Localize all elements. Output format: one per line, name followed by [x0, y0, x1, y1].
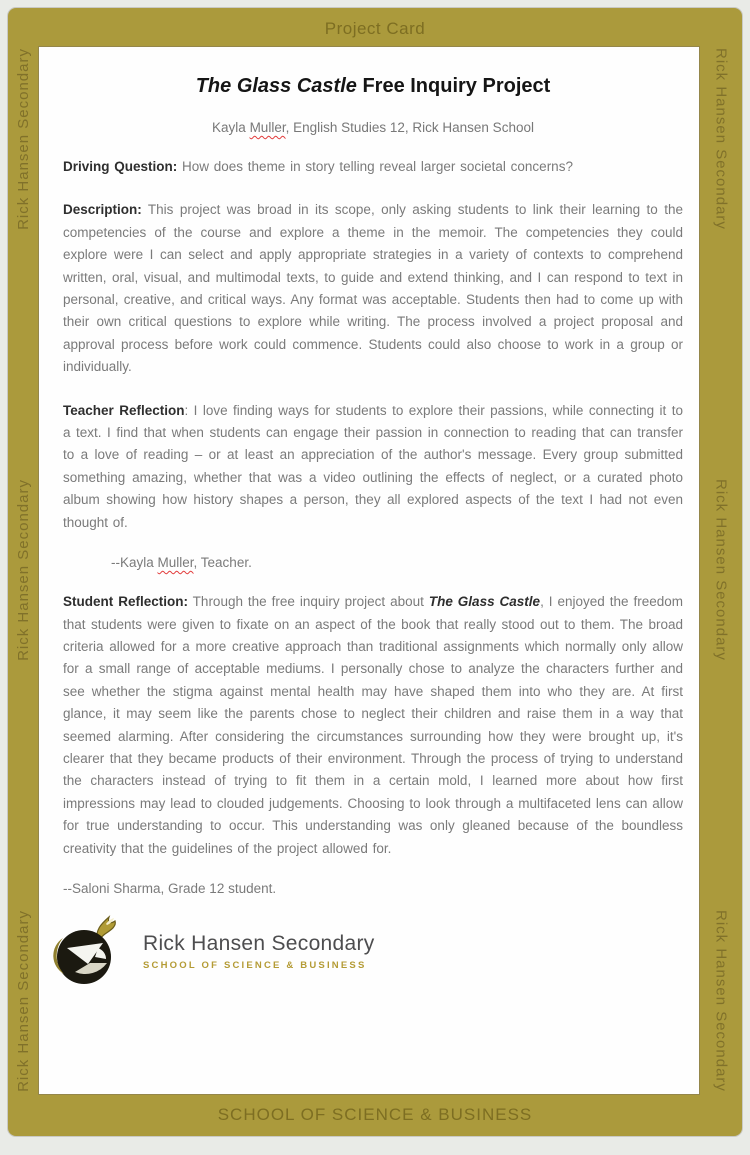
school-logo-text — [143, 932, 375, 971]
school-logo-block — [51, 912, 683, 991]
frame-side-label: Rick Hansen Secondary — [712, 479, 730, 661]
frame-side-label: Rick Hansen Secondary — [14, 48, 32, 230]
driving-question-paragraph: Driving Question: How does theme in story telling reveal larger societal concerns? — [63, 159, 573, 174]
frame-right-column — [700, 8, 742, 1136]
teacher-reflection-paragraph: Teacher Reflection: I love finding ways for students to explore their passions, while connecting it to a text. I find that when students can engage their passion in connection to reading that can transfer to a love of reading – or at least an appreciation of the author's message. Every group submitted something amazing, whether that was a video outlining the effects of neglect, or a curated photo album showing how history shapes a person, they all explored aspects of the text I had not even thought of. — [63, 402, 683, 530]
frame-side-label: Rick Hansen Secondary — [14, 479, 32, 661]
gold-frame — [8, 8, 742, 1136]
frame-left-column — [8, 8, 38, 1136]
description-paragraph: Description: This project was broad in its scope, only asking students to link their learning to the competencies of the course and explore a theme in the memoir. The competencies they could explore were I can select and apply appropriate strategies in a variety of contexts to comprehend written, oral, visual, and multimodal texts, to guide and extend thinking, and I can respond to text in personal, creative, and critical ways. Any format was acceptable. Students then had to come up with their own critical questions to explore while writing. The process involved a project proposal and approval process before work could commence. Students could also choose to work in a group or individually. — [63, 202, 683, 375]
student-signature: --Saloni Sharma, Grade 12 student. — [63, 880, 277, 896]
page-title: The Glass Castle Free Inquiry Project — [195, 75, 551, 97]
school-logo-icon — [51, 912, 131, 991]
frame-side-label: Rick Hansen Secondary — [712, 48, 730, 230]
document-sheet — [38, 46, 700, 1095]
school-tagline: SCHOOL OF SCIENCE & BUSINESS — [143, 959, 367, 971]
frame-side-label: Rick Hansen Secondary — [712, 910, 730, 1092]
frame-top-label: Project Card — [324, 19, 426, 38]
byline: Kayla Muller, English Studies 12, Rick Hansen School — [212, 120, 534, 135]
student-reflection-paragraph: Student Reflection: Through the free inquiry project about The Glass Castle, I enjoyed the freedom that students were given to fixate on an aspect of the book that really stood out to them. The broad criteria allowed for a more creative approach than traditional assignments which normally only allow for a small range of acceptable mediums. I personally chose to analyze the characters further and see whether the stigma against mental health may have shaped them into who they are. At first glance, it may seem like the parents chose to neglect their children and raise them in a way that seemed alarming. After considering the circumstances surrounding how they were brought up, it's clearer that they became products of their environment. Through the process of trying to understand the characters instead of trying to fit them in a certain mold, I learned more about how first impressions may lead to clouded judgements. Choosing to look through a multifaceted lens can allow for true understanding to occur. This understanding was only gleaned because of the boundless creativity that the guidelines of the project allowed for. — [63, 594, 683, 856]
teacher-signature: --Kayla Muller, Teacher. — [111, 555, 252, 571]
school-name: Rick Hansen Secondary — [143, 931, 375, 955]
frame-bottom-label: SCHOOL OF SCIENCE & BUSINESS — [217, 1105, 533, 1124]
frame-side-label: Rick Hansen Secondary — [14, 910, 32, 1092]
